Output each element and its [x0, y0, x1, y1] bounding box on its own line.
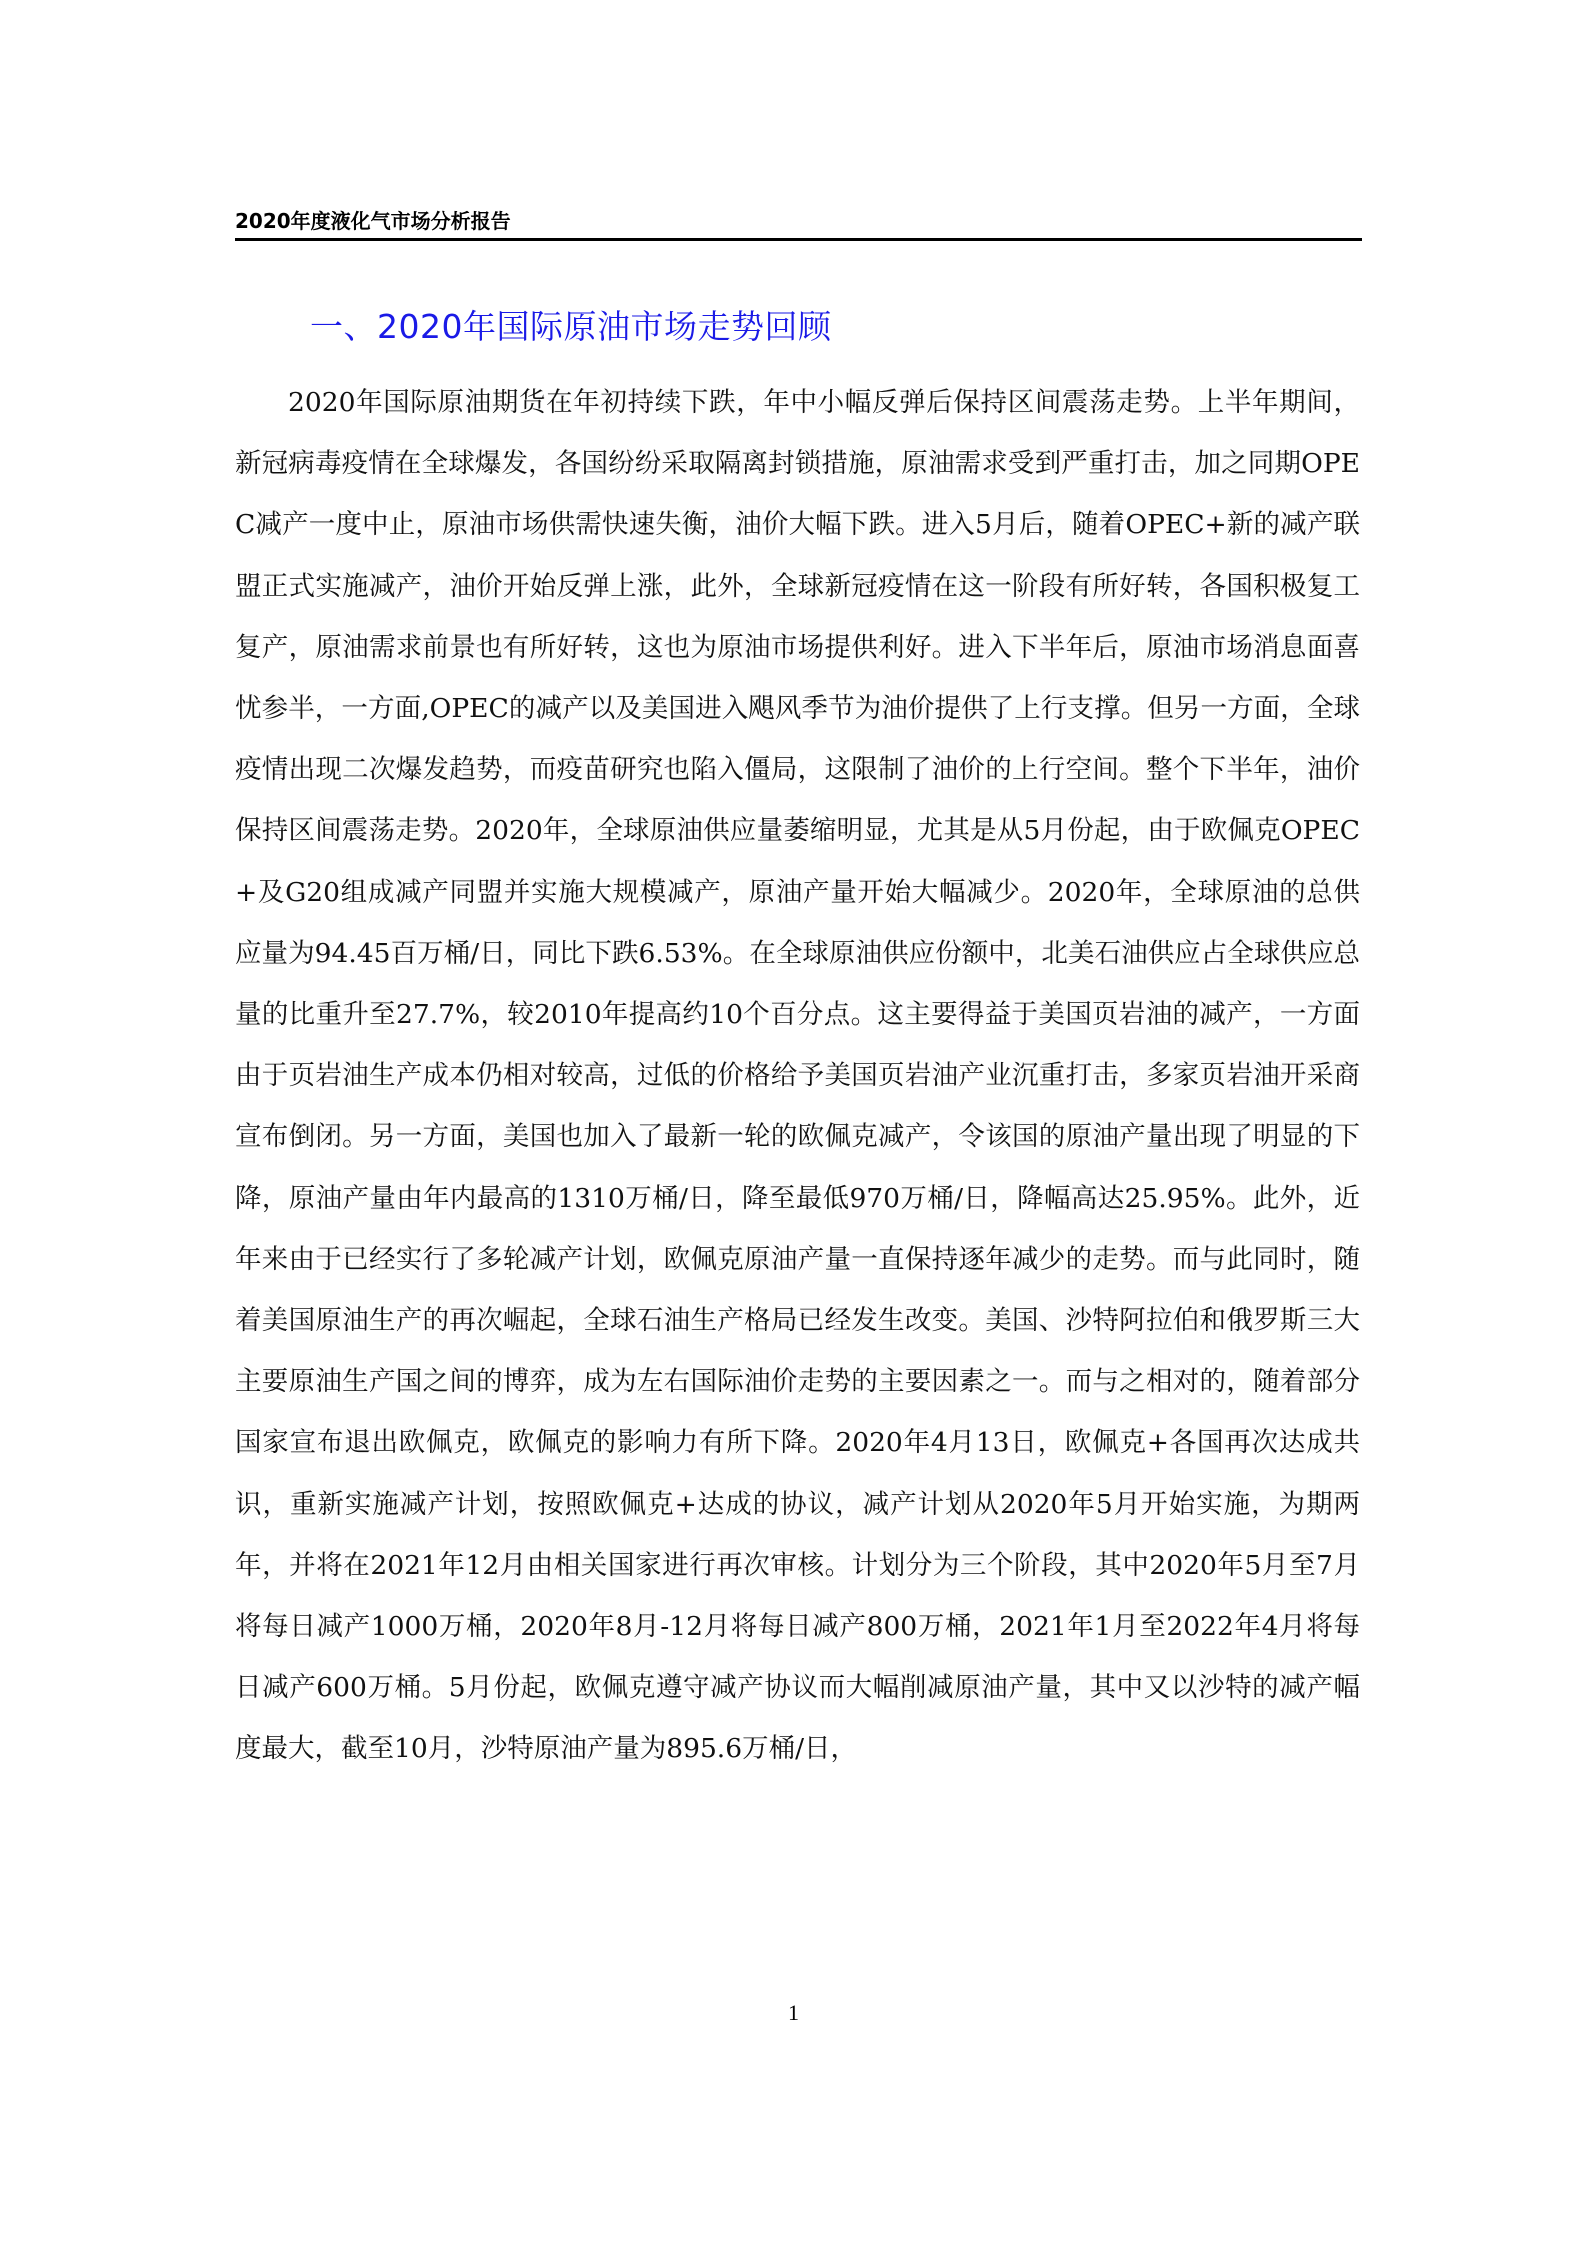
page-number: 1 [788, 2000, 799, 2025]
section-title: 一、2020年国际原油市场走势回顾 [310, 307, 832, 346]
body-paragraph: 2020年国际原油期货在年初持续下跌，年中小幅反弹后保持区间震荡走势。上半年期间，新冠病毒疫情在全球爆发，各国纷纷采取隔离封锁措施，原油需求受到严重打击，加之同期OPEC减产一度中止，原油市场供需快速失衡，油价大幅下跌。进入5月后，随着OPEC+新的减产联盟正式实施减产，油价开始反弹上涨，此外，全球新冠疫情在这一阶段有所好转，各国积极复工复产，原油需求前景也有所好转，这也为原油市场提供利好。进入下半年后，原油市场消息面喜忧参半，一方面,OPEC的减产以及美国进入飓风季节为油价提供了上行支撑。但另一方面，全球疫情出现二次爆发趋势，而疫苗研究也陷入僵局，这限制了油价的上行空间。整个下半年，油价保持区间震荡走势。2020年，全球原油供应量萎缩明显，尤其是从5月份起，由于欧佩克OPEC+及G20组成减产同盟并实施大规模减产，原油产量开始大幅减少。2020年，全球原油的总供应量为94.45百万桶/日，同比下跌6.53%。在全球原油供应份额中，北美石油供应占全球供应总量的比重升至27.7%，较2010年提高约10个百分点。这主要得益于美国页岩油的减产，一方面由于页岩油生产成本仍相对较高，过低的价格给予美国页岩油产业沉重打击，多家页岩油开采商宣布倒闭。另一方面，美国也加入了最新一轮的欧佩克减产，令该国的原油产量出现了明显的下降，原油产量由年内最高的1310万桶/日，降至最低970万桶/日，降幅高达25.95%。此外，近年来由于已经实行了多轮减产计划，欧佩克原油产量一直保持逐年减少的走势。而与此同时，随着美国原油生产的再次崛起，全球石油生产格局已经发生改变。美国、沙特阿拉伯和俄罗斯三大主要原油生产国之间的博弈，成为左右国际油价走势的主要因素之一。而与之相对的，随着部分国家宣布退出欧佩克，欧佩克的影响力有所下降。2020年4月13日，欧佩克+各国再次达成共识，重新实施减产计划，按照欧佩克+达成的协议，减产计划从2020年5月开始实施，为期两年，并将在2021年12月由相关国家进行再次审核。计划分为三个阶段，其中2020年5月至7月将每日减产1000万桶，2020年8月-12月将每日减产800万桶，2021年1月至2022年4月将每日减产600万桶。5月份起，欧佩克遵守减产协议而大幅削减原油产量，其中又以沙特的减产幅度最大，截至10月，沙特原油产量为895.6万桶/日， [235, 387, 1360, 1765]
header-rule [235, 238, 1362, 241]
running-header: 2020年度液化气市场分析报告 [235, 209, 511, 233]
